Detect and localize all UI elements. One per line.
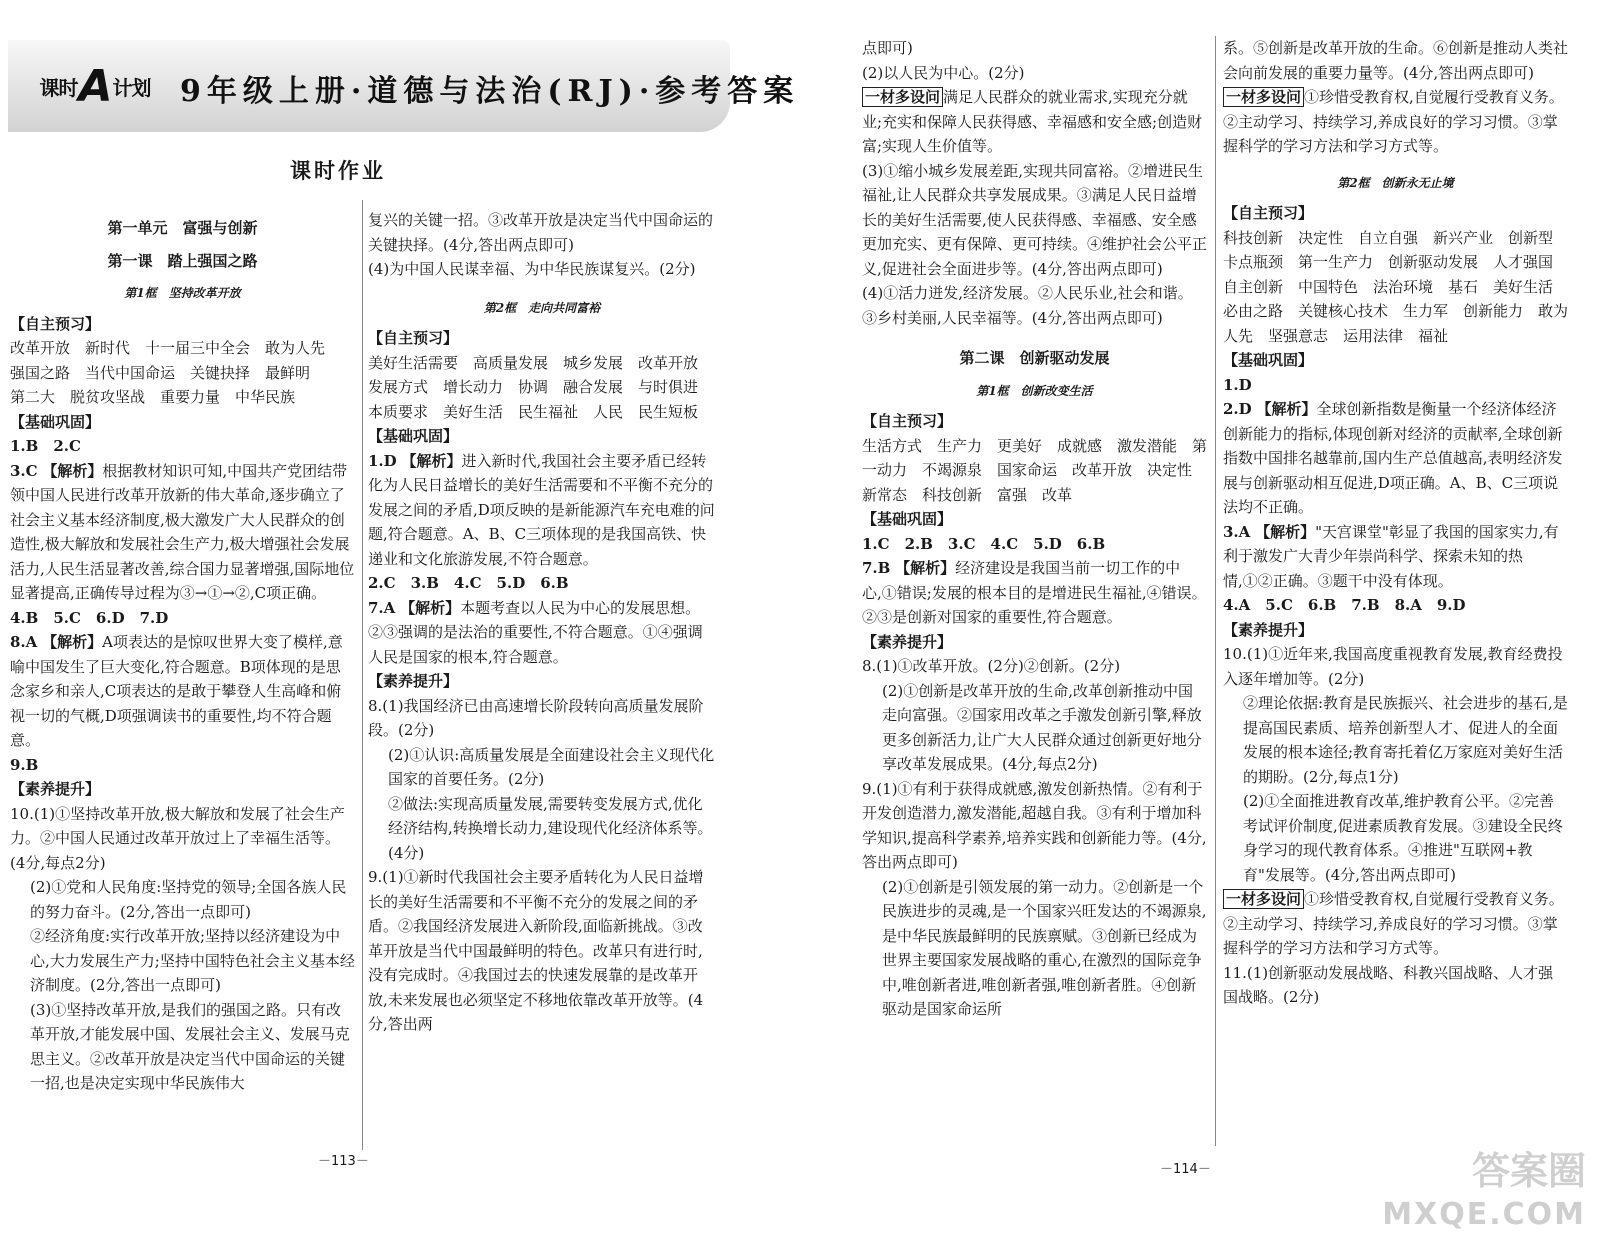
- answer-item: [10, 459, 355, 606]
- answer-item: (2)以人民为中心。(2分): [862, 63, 1025, 82]
- heading-improve: 【素养提升】: [1223, 620, 1314, 639]
- answer-item: ②经济角度:实行改革开放;坚持以经济建设为中心,大力发展生产力;坚持中国特色社会主义基本经济制度。(2分,答出一点即可): [30, 927, 355, 994]
- heading-preview: 【自主预习】: [10, 314, 101, 333]
- right-page: [800, 0, 1600, 1245]
- column-divider: [1215, 36, 1216, 1146]
- answer-item: (4)①活力迸发,经济发展。②人民乐业,社会和谐。③乡村美丽,人民幸福等。(4分,答出两点即可): [862, 284, 1193, 327]
- answer-item: 9.(1)①新时代我国社会主要矛盾转化为人民日益增长的美好生活需要和不平衡不充分的发展之间的矛盾。②我国经济发展进入新阶段,面临新挑战。③改革开放是当代中国最鲜明的特色。改革只有进行时,没有完成时。④我国过去的快速发展靠的是改革开放,未来发展也必须坚定不移地依靠改革开放等。(4分,答出两: [368, 868, 704, 1033]
- answer-item: 复兴的关键一招。③改革开放是决定当代中国命运的关键抉择。(4分,答出两点即可): [368, 211, 714, 254]
- analysis-tag: 【解析】: [401, 451, 462, 470]
- column-divider: [362, 200, 363, 1150]
- preview-line: 强国之路 当代中国命运 关键抉择 最鲜明: [10, 363, 311, 382]
- answer-item: 4.A 5.C 6.B 7.B 8.A 9.D: [1223, 596, 1466, 614]
- answer-text: 本题考查以人民为中心的发展思想。②③强调的是法治的重要性,不符合题意。①④强调人民是国家的根本,符合题意。: [368, 598, 703, 666]
- answer-text: A项表达的是惊叹世界大变了模样,意喻中国发生了巨大变化,符合题意。B项体现的是思念家乡和亲人,C项表达的是敢于攀登人生高峰和俯视一切的气概,D项强调读书的重要性,均不符合题意。: [10, 633, 343, 749]
- heading-preview: 【自主预习】: [862, 412, 953, 430]
- answer-item: 8.(1)①改革开放。(2分)②创新。(2分): [862, 657, 1121, 675]
- analysis-tag: 【解析】: [42, 461, 103, 480]
- watermark-logo-text: 答案圈: [1471, 1149, 1586, 1193]
- answer-item: [1223, 397, 1568, 520]
- answer-text: ①珍惜受教育权,自觉履行受教育义务。②主动学习、持续学习,养成良好的学习习惯。③掌握科学的学习方法和学习方式等。: [1223, 890, 1564, 957]
- preview-line: 第二大 脱贫攻坚战 重要力量 中华民族: [10, 388, 296, 406]
- question-number: 8.A: [10, 633, 38, 651]
- right-column-1: [862, 36, 1207, 1022]
- question-number: 3.C: [10, 461, 38, 480]
- logo: [30, 54, 160, 118]
- answer-text: 进入新时代,我国社会主要矛盾已经转化为人民日益增长的美好生活需要和不平衡不充分的发展之间的矛盾,D项反映的是新能源汽车充电难的问题,符合题意。A、B、C三项体现的是我国高铁、快递业和文化旅游发展,不符合题意。: [368, 451, 715, 568]
- document-title: 9年级上册·道德与法治(RJ)·参考答案: [180, 74, 800, 109]
- multi-question-box: 一材多设问: [862, 87, 943, 107]
- frame-title: 第1框 创新改变生活: [976, 383, 1093, 398]
- preview-line: 改革开放 新时代 十一届三中全会 敢为人先: [10, 339, 326, 357]
- answer-item: (4)为中国人民谋幸福、为中华民族谋复兴。(2分): [368, 260, 696, 278]
- header-banner: [8, 40, 800, 132]
- answer-item: 10.(1)①近年来,我国高度重视教育发展,教育经费投入逐年增加等。(2分): [1223, 645, 1563, 688]
- logo-letter-a: A: [78, 60, 112, 112]
- preview-line: 科技创新 决定性 自立自强 新兴产业 创新型 卡点瓶颈 第一生产力 创新驱动发展 人才强国 自主创新 中国特色 法治环境 基石 美好生活 必由之路 关键核心技术 生力军 创新能力 敢为人先 坚强意志 运用法律 福祉: [1223, 228, 1569, 345]
- answer-item: 9.B: [10, 755, 39, 774]
- question-number: 2.D: [1223, 400, 1252, 418]
- logo-text-post: 计划: [112, 75, 151, 100]
- right-column-2: [1223, 36, 1568, 1010]
- heading-improve: 【素养提升】: [10, 780, 101, 798]
- answer-item: 1.C 2.B 3.C 4.C 5.D 6.B: [862, 534, 1106, 553]
- answer-item: (2)①创新是引领发展的第一动力。②创新是一个民族进步的灵魂,是一个国家兴旺发达的不竭源泉,是中华民族最鲜明的民族禀赋。③创新已经成为世界主要国家发展战略的重心,在激烈的国际竞争中,唯创新者进,唯创新者强,唯创新者胜。④创新驱动是国家命运所: [882, 877, 1207, 1018]
- watermark: [1382, 1149, 1586, 1237]
- answer-item: 9.(1)①有利于获得成就感,激发创新热情。②有利于开发创造潜力,激发潜能,超越自我。③有利于增加科学知识,提高科学素养,培养实践和创新能力等。(4分,答出两点即可): [862, 779, 1207, 871]
- answer-text: 经济建设是我国当前一切工作的中心,①错误;发展的根本目的是增进民生福祉,④错误。②③是创新对国家的重要性,符合题意。: [862, 559, 1207, 626]
- question-number: 1.D: [368, 451, 397, 470]
- answer-text: 全球创新指数是衡量一个经济体经济创新能力的指标,体现创新对经济的贡献率,全球创新指数中国排名越靠前,国内生产总值越高,表明经济发展与创新驱动相互促进,D项正确。A、B、C三项说法均不正确。: [1223, 400, 1563, 516]
- answer-item: 4.B 5.C 6.D 7.D: [10, 608, 169, 627]
- answer-item: (2)①认识:高质量发展是全面建设社会主义现代化国家的首要任务。(2分): [388, 745, 715, 788]
- answer-item: ②做法:实现高质量发展,需要转变发展方式,优化经济结构,转换增长动力,建设现代化经济体系等。(4分): [388, 794, 713, 862]
- lesson-title: 第一课 踏上强国之路: [107, 251, 258, 270]
- heading-preview: 【自主预习】: [368, 329, 459, 347]
- answer-item: (2)①党和人民角度:坚持党的领导;全国各族人民的努力奋斗。(2分,答出一点即可): [30, 878, 347, 921]
- frame-title: 第1框 坚持改革开放: [124, 286, 241, 300]
- heading-basic: 【基础巩固】: [1223, 351, 1314, 369]
- question-number: 3.A: [1223, 522, 1251, 541]
- heading-basic: 【基础巩固】: [10, 412, 101, 431]
- answer-item: 2.C 3.B 4.C 5.D 6.B: [368, 574, 569, 592]
- analysis-tag: 【解析】: [1255, 522, 1316, 541]
- answer-item: [368, 449, 716, 572]
- answer-item: [1223, 85, 1568, 159]
- question-number: 7.A: [368, 598, 396, 617]
- answer-item: [862, 85, 1207, 159]
- multi-question-box: 一材多设问: [1223, 87, 1304, 107]
- answer-text: 根据教材知识可知,中国共产党团结带领中国人民进行改革开放新的伟大革命,逐步确立了社会主义基本经济制度,极大激发广大人民群众的创造性,极大解放和发展社会生产力,极大增强社会发展活力,人民生活显著改善,综合国力显著增强,国际地位显著提高,正确传导过程为③→①→②,C项正确。: [10, 461, 355, 602]
- page-number: －114－: [1160, 1162, 1211, 1177]
- answer-item: 8.(1)我国经济已由高速增长阶段转向高质量发展阶段。(2分): [368, 696, 704, 739]
- answer-item: [10, 630, 355, 753]
- answer-item: (3)①缩小城乡发展差距,实现共同富裕。②增进民生福祉,让人民群众共享发展成果。③满足人民日益增长的美好生活需要,使人民获得感、幸福感、安全感更加充实、更有保障、更可持续。④维护社会公平正义,促进社会全面进步等。(4分,答出两点即可): [862, 161, 1208, 278]
- multi-question-box: 一材多设问: [1223, 889, 1304, 909]
- frame-title: 第2框 创新永无止境: [1337, 175, 1454, 190]
- logo-text-pre: 课时: [39, 75, 78, 100]
- answer-item: (3)①坚持改革开放,是我们的强国之路。只有改革开放,才能发展中国、发展社会主义、发展马克思主义。②改革开放是决定当代中国命运的关键一招,也是决定实现中华民族伟大: [30, 1000, 350, 1092]
- unit-title: 第一单元 富强与创新: [107, 219, 258, 237]
- lesson-title: 第二课 创新驱动发展: [959, 349, 1110, 367]
- frame-title: 第2框 走向共同富裕: [483, 300, 601, 315]
- heading-preview: 【自主预习】: [1223, 204, 1314, 222]
- heading-improve: 【素养提升】: [368, 672, 459, 690]
- answer-item: [862, 556, 1207, 630]
- preview-line: 生活方式 生产力 更美好 成就感 激发潜能 第一动力 不竭源泉 国家命运 改革开放 决定性 新常态 科技创新 富强 改革: [862, 436, 1208, 504]
- answer-text: "天宫课堂"彰显了我国的国家实力,有利于激发广大青少年崇尚科学、探索未知的热情,①②正确。③题干中没有体现。: [1223, 522, 1559, 590]
- answer-item: 1.D: [1223, 375, 1252, 394]
- answer-item: (2)①创新是改革开放的生命,改革创新推动中国走向富强。②国家用改革之手激发创新引擎,释放更多创新活力,让广大人民群众通过创新更好地分享改革发展成果。(4分,每点2分): [882, 681, 1202, 773]
- heading-basic: 【基础巩固】: [368, 427, 459, 445]
- left-column-2: [368, 208, 716, 1037]
- section-title: 课时作业: [290, 158, 386, 183]
- answer-item: [368, 596, 716, 670]
- analysis-tag: 【解析】: [895, 559, 956, 577]
- question-number: 7.B: [862, 559, 891, 577]
- analysis-tag: 【解析】: [1256, 400, 1317, 418]
- preview-line: 美好生活需要 高质量发展 城乡发展 改革开放 发展方式 增长动力 协调 融合发展 与时俱进 本质要求 美好生活 民生福祉 人民 民生短板: [368, 353, 714, 421]
- page-number: －113－: [318, 1154, 369, 1169]
- heading-basic: 【基础巩固】: [862, 510, 953, 528]
- analysis-tag: 【解析】: [42, 633, 103, 651]
- answer-item: 10.(1)①坚持改革开放,极大解放和发展了社会生产力。②中国人民通过改革开放过上了幸福生活等。(4分,每点2分): [10, 804, 345, 872]
- answer-item: ②理论依据:教育是民族振兴、社会进步的基石,是提高国民素质、培养创新型人才、促进人的全面发展的根本途径;教育寄托着亿万家庭对美好生活的期盼。(2分,每点1分): [1243, 694, 1568, 786]
- answer-item: 11.(1)创新驱动发展战略、科教兴国战略、人才强国战略。(2分): [1223, 963, 1554, 1006]
- heading-improve: 【素养提升】: [862, 632, 953, 651]
- answer-item: 系。⑤创新是改革开放的生命。⑥创新是推动人类社会向前发展的重要力量等。(4分,答出两点即可): [1223, 39, 1569, 82]
- answer-item: 点即可): [862, 39, 913, 57]
- answer-item: 1.B 2.C: [10, 437, 81, 455]
- answer-item: (2)①全面推进教育改革,维护教育公平。②完善考试评价制度,促进素质教育发展。③建设全民终身学习的现代教育体系。④推进"互联网+教育"发展等。(4分,答出两点即可): [1243, 792, 1563, 884]
- left-column-1: [10, 208, 355, 1096]
- analysis-tag: 【解析】: [400, 598, 461, 617]
- answer-text: ①珍惜受教育权,自觉履行受教育义务。②主动学习、持续学习,养成良好的学习习惯。③掌握科学的学习方法和学习方式等。: [1223, 88, 1564, 155]
- answer-item: [1223, 520, 1568, 594]
- answer-item: [1223, 887, 1568, 961]
- watermark-url: MXQE.COM: [1382, 1197, 1586, 1232]
- answer-text: 满足人民群众的就业需求,实现充分就业;充实和保障人民获得感、幸福感和安全感;创造财富;实现人生价值等。: [862, 88, 1203, 155]
